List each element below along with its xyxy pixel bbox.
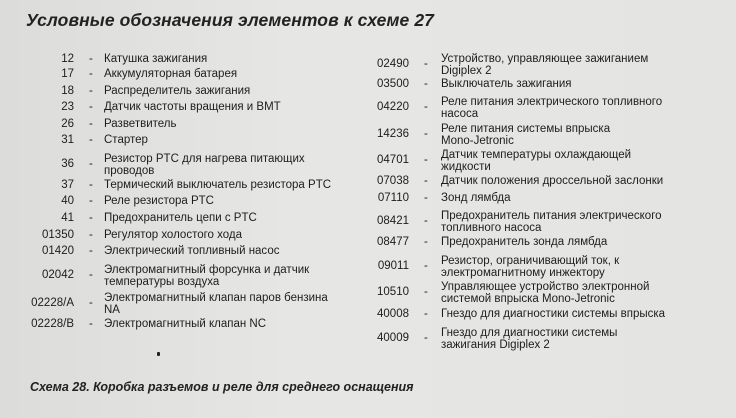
legend-dash: -: [424, 78, 428, 90]
legend-description-line: Катушка зажигания: [104, 53, 208, 65]
legend-code: 41: [61, 212, 74, 224]
legend-code: 03500: [377, 78, 409, 90]
legend-code: 09011: [377, 260, 409, 272]
legend-description: [441, 175, 663, 187]
legend-description: [104, 68, 237, 80]
legend-code: 40009: [377, 332, 409, 344]
legend-code: 36: [61, 158, 74, 170]
legend-code: 04220: [377, 101, 409, 113]
legend-description-line: Аккумуляторная батарея: [104, 68, 238, 80]
legend-dash: -: [424, 286, 428, 298]
legend-description-line: Датчик частоты вращения и ВМТ: [104, 101, 281, 113]
legend-dash: -: [89, 318, 93, 330]
legend-dash: -: [89, 229, 93, 241]
legend-description-line: Резистор, ограничивающий ток, к: [441, 255, 620, 267]
legend-dash: -: [424, 101, 428, 113]
legend-code: 37: [61, 179, 74, 191]
legend-dash: -: [424, 236, 428, 248]
legend-code: 14236: [377, 128, 409, 140]
legend-dash: -: [89, 195, 93, 207]
legend-description-line: насоса: [441, 108, 479, 120]
legend-dash: -: [89, 158, 93, 170]
legend-dash: -: [89, 101, 93, 113]
legend-description: [104, 212, 257, 224]
legend-code: 02228/B: [31, 318, 74, 330]
legend-description-line: Реле резистора PTC: [104, 195, 214, 207]
legend-description-line: Зонд лямбда: [441, 192, 511, 204]
legend-description: [441, 308, 665, 320]
page-title: Условные обозначения элементов к схеме 27: [26, 10, 434, 30]
legend-description-line: топливного насоса: [441, 222, 542, 234]
legend-description-line: Электрический топливный насос: [104, 245, 280, 257]
legend-description-line: Гнездо для диагностики системы: [441, 327, 618, 339]
legend-dash: -: [424, 175, 428, 187]
legend-description: [441, 236, 607, 248]
print-dot: [157, 352, 160, 356]
legend-description: [104, 229, 242, 241]
legend-description-line: Электромагнитный клапан NC: [104, 318, 267, 330]
legend-description-line: Гнездо для диагностики системы впрыска: [441, 308, 666, 320]
legend-description-line: Реле питания электрического топливного: [441, 96, 663, 108]
legend-description-line: Регулятор холостого хода: [104, 229, 242, 241]
legend-description: [441, 123, 610, 147]
legend-code: 08477: [377, 236, 409, 248]
legend-dash: -: [89, 245, 93, 257]
legend-description-line: Предохранитель питания электрического: [441, 210, 662, 222]
legend-description-line: зажигания Digiplex 2: [441, 339, 550, 351]
legend-dash: -: [424, 192, 428, 204]
legend-code: 08421: [377, 215, 409, 227]
legend-dash: -: [89, 134, 93, 146]
legend-code: 01350: [42, 229, 74, 241]
legend-dash: -: [89, 118, 93, 130]
legend-dash: -: [424, 215, 428, 227]
legend-description-line: NA: [104, 304, 120, 316]
legend-description-line: Digiplex 2: [441, 65, 492, 77]
legend-dash: -: [89, 68, 93, 80]
legend-description-line: Датчик положения дроссельной заслонки: [441, 175, 664, 187]
legend-description: [104, 195, 214, 207]
legend-description-line: Электромагнитный клапан паров бензина: [104, 292, 328, 304]
legend-dash: -: [424, 260, 428, 272]
legend-dash: -: [89, 269, 93, 281]
legend-code: 40: [61, 195, 74, 207]
legend-description-line: Распределитель зажигания: [104, 85, 251, 97]
legend-description-line: Mono-Jetronic: [441, 135, 514, 147]
legend-dash: -: [424, 58, 428, 70]
legend-dash: -: [424, 154, 428, 166]
legend-description-line: температуры воздуха: [104, 276, 220, 288]
legend-description: [104, 245, 279, 257]
legend-description-line: Датчик температуры охлаждающей: [441, 149, 632, 161]
legend-code: 02042: [42, 269, 74, 281]
legend-description: [441, 255, 619, 279]
legend-dash: -: [89, 179, 93, 191]
legend-description-line: Предохранитель зонда лямбда: [441, 236, 608, 248]
legend-description: [441, 149, 631, 173]
legend-description: [441, 281, 649, 305]
legend-code: 12: [61, 53, 74, 65]
legend-description: [104, 53, 207, 65]
legend-description-line: электромагнитному инжектору: [441, 267, 605, 279]
legend-description: [441, 192, 511, 204]
legend-code: 10510: [377, 286, 409, 298]
legend-description: [104, 153, 305, 177]
legend-description: [104, 318, 266, 330]
legend-description-line: Электромагнитный форсунка и датчик: [104, 264, 310, 276]
legend-dash: -: [89, 53, 93, 65]
legend-description: [104, 179, 331, 191]
legend-dash: -: [424, 128, 428, 140]
legend-description-line: Термический выключатель резистора PTC: [104, 179, 332, 191]
legend-description: [441, 210, 662, 234]
legend-description: [441, 78, 572, 90]
legend-code: 17: [61, 68, 74, 80]
legend-description-line: Резистор PTC для нагрева питающих: [104, 153, 305, 165]
legend-description-line: проводов: [104, 165, 155, 177]
legend-code: 01420: [42, 245, 74, 257]
legend-code: 23: [61, 101, 74, 113]
figure-caption: Схема 28. Коробка разъемов и реле для среднего оснащения: [30, 380, 414, 394]
legend-description: [441, 96, 662, 120]
legend-dash: -: [424, 308, 428, 320]
legend-dash: -: [89, 212, 93, 224]
legend-description-line: Управляющее устройство электронной: [441, 281, 650, 293]
legend-description: [104, 85, 250, 97]
legend-dash: -: [89, 297, 93, 309]
legend-description: [104, 292, 328, 316]
legend-description-line: Предохранитель цепи с PTC: [104, 212, 257, 224]
legend-description-line: Выключатель зажигания: [441, 78, 572, 90]
legend-description-line: системой впрыска Mono-Jetronic: [441, 293, 615, 305]
legend-description: [441, 53, 648, 77]
legend-description: [104, 118, 176, 130]
legend-description-line: Устройство, управляющее зажиганием: [441, 53, 649, 65]
legend-code: 07110: [377, 192, 409, 204]
legend-dash: -: [424, 332, 428, 344]
legend-description: [104, 134, 148, 146]
legend-description: [441, 327, 617, 351]
legend-description-line: Разветвитель: [104, 118, 177, 130]
legend-description-line: Реле питания системы впрыска: [441, 123, 611, 135]
legend-code: 02490: [377, 58, 409, 70]
legend-code: 26: [61, 118, 74, 130]
legend-description: [104, 101, 281, 113]
legend-dash: -: [89, 85, 93, 97]
legend-code: 07038: [377, 175, 409, 187]
legend-code: 04701: [377, 154, 409, 166]
legend-code: 31: [61, 134, 74, 146]
legend-code: 40008: [377, 308, 409, 320]
legend-code: 18: [61, 85, 74, 97]
legend-description-line: Стартер: [104, 134, 148, 146]
legend-code: 02228/A: [31, 297, 74, 309]
legend-description: [104, 264, 309, 288]
legend-description-line: жидкости: [441, 161, 491, 173]
